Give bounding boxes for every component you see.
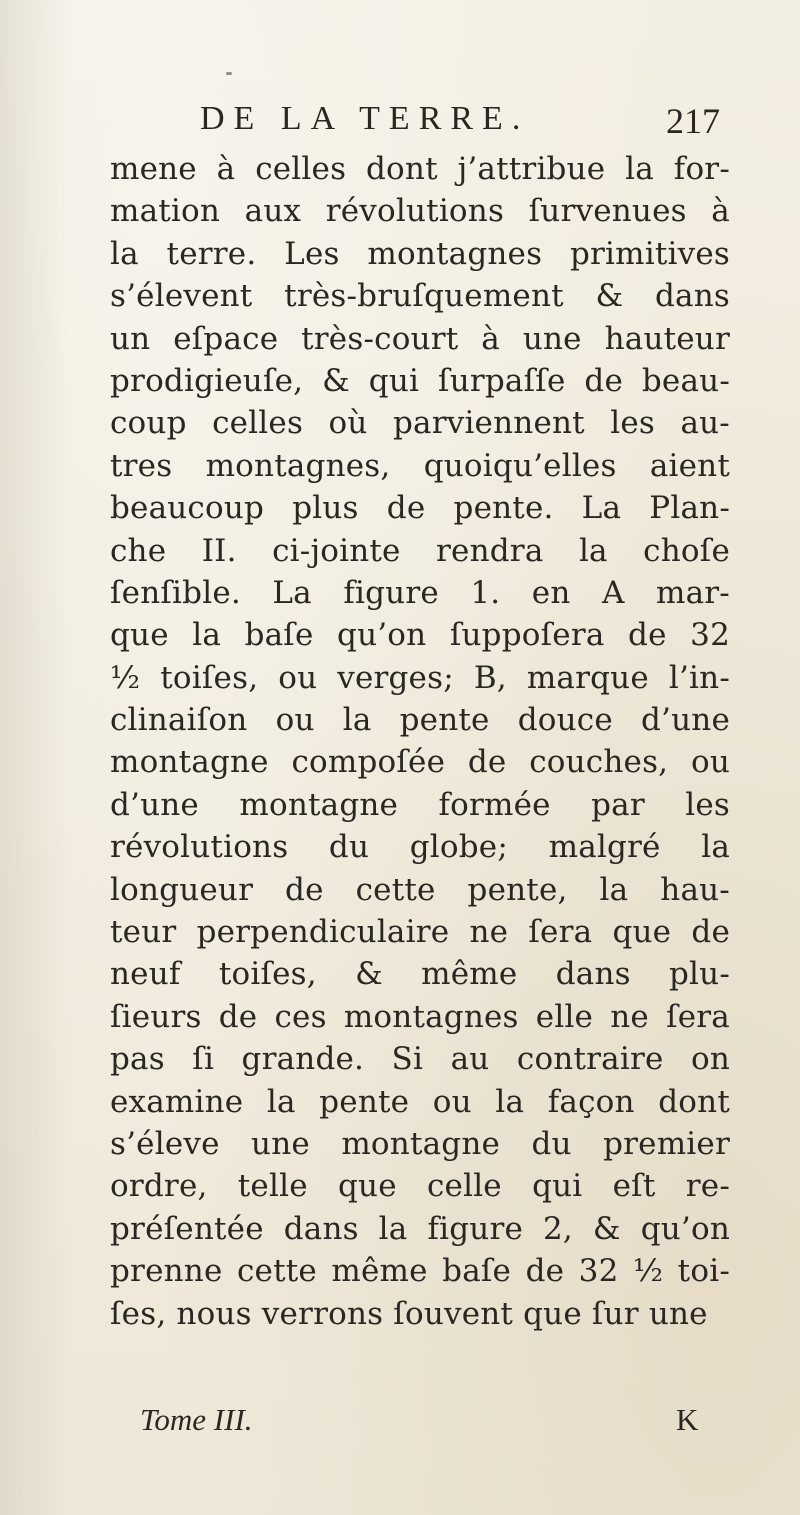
signature-mark: K xyxy=(676,1402,699,1437)
text-line: s’élevent très-bruſquement & dans xyxy=(110,278,730,315)
text-line: un eſpace très-court à une hauteur xyxy=(110,320,730,357)
text-line: mene à celles dont j’attribue la for- xyxy=(110,151,730,187)
ink-speck xyxy=(226,72,232,75)
text-line: examine la pente ou la façon dont xyxy=(110,1083,730,1120)
text-line: mation aux révolutions ſurvenues à xyxy=(110,193,730,230)
text-line: la terre. Les montagnes primitives xyxy=(110,235,730,272)
text-line: teur perpendiculaire ne ſera que de xyxy=(110,914,730,951)
text-line: beaucoup plus de pente. La Plan- xyxy=(110,490,730,527)
page-footer xyxy=(140,1402,740,1442)
page-number: 217 xyxy=(666,101,720,141)
running-head xyxy=(200,100,720,146)
text-line: prenne cette même baſe de 32 ½ toi- xyxy=(110,1253,730,1290)
text-line: préſentée dans la figure 2, & qu’on xyxy=(110,1210,730,1247)
text-line: longueur de cette pente, la hau- xyxy=(110,871,730,908)
text-line: ordre, telle que celle qui eſt re- xyxy=(110,1168,730,1205)
text-line: pas ſi grande. Si au contraire on xyxy=(110,1041,730,1078)
text-line: prodigieuſe, & qui ſurpaſſe de beau- xyxy=(110,362,730,399)
text-line: ½ toiſes, ou verges; B, marque l’in- xyxy=(110,659,730,696)
text-line: tres montagnes, quoiqu’elles aient xyxy=(110,447,730,484)
text-line: d’une montagne formée par les xyxy=(110,786,730,823)
text-line: ſieurs de ces montagnes elle ne ſera xyxy=(110,998,730,1035)
text-line: montagne compoſée de couches, ou xyxy=(110,744,730,781)
text-line: coup celles où parviennent les au- xyxy=(110,405,730,442)
gutter-shadow xyxy=(0,0,70,1515)
text-line: ſenſible. La figure 1. en A mar- xyxy=(110,574,730,611)
text-line: que la baſe qu’on ſuppoſera de 32 xyxy=(110,617,730,654)
running-head-title: DE LA TERRE. xyxy=(200,100,530,137)
text-line: che II. ci-jointe rendra la choſe xyxy=(110,532,730,569)
text-line: neuf toiſes, & même dans plu- xyxy=(110,956,730,993)
text-line: s’éleve une montagne du premier xyxy=(110,1125,730,1162)
body-text xyxy=(110,148,730,1335)
text-line: révolutions du globe; malgré la xyxy=(110,829,730,866)
text-line: clinaiſon ou la pente douce d’une xyxy=(110,702,730,739)
volume-label: Tome III. xyxy=(140,1402,253,1437)
text-line: ſes, nous verrons ſouvent que ſur une xyxy=(110,1295,708,1332)
